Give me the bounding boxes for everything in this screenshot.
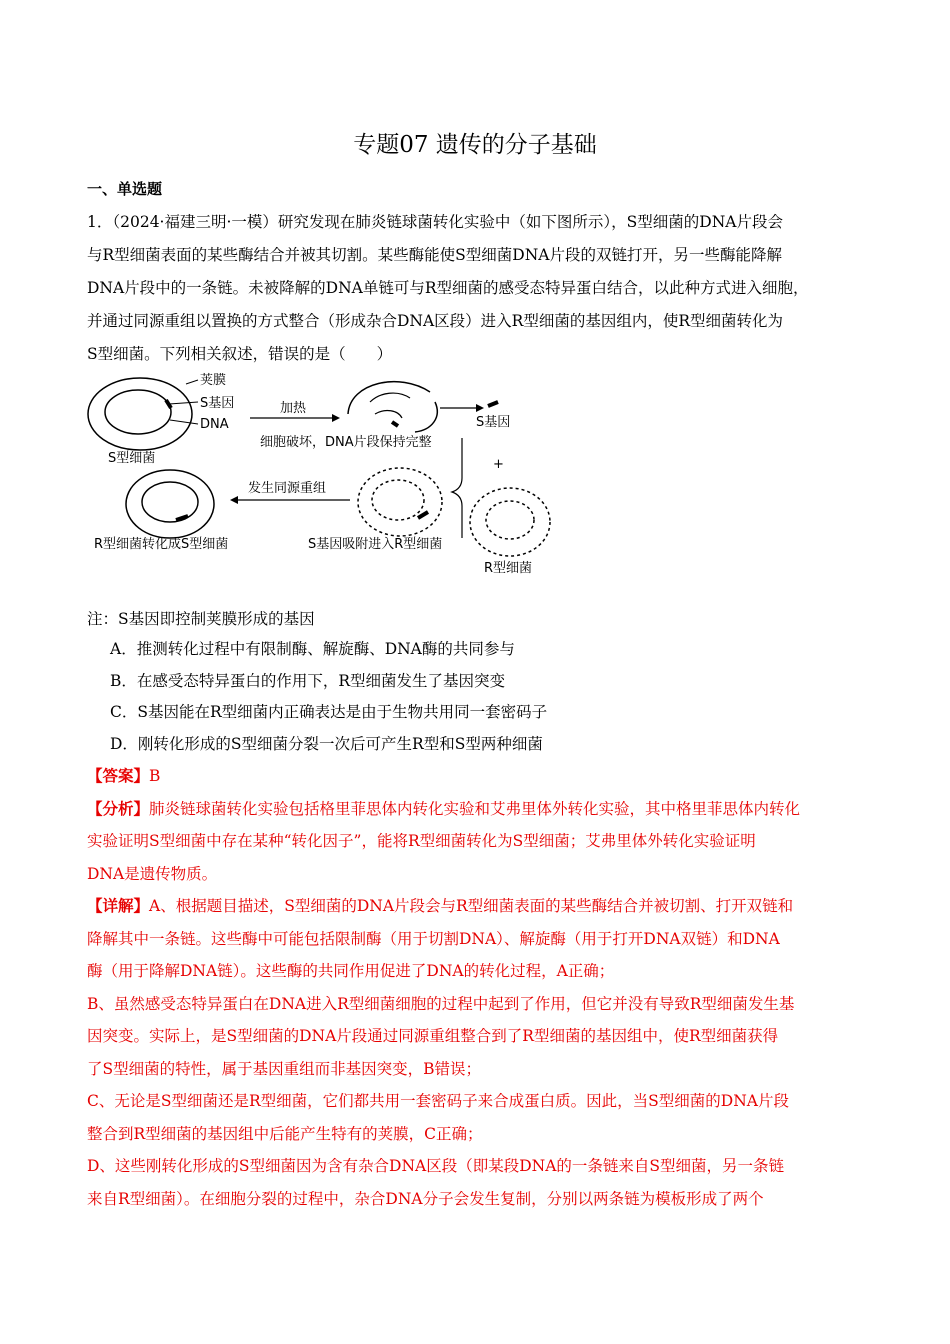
label-s-gene2: S基因 (476, 415, 511, 430)
label-broken: 细胞破坏，DNA片段保持完整 (260, 435, 432, 450)
analysis-line: 实验证明S型细菌中存在某种“转化因子”，能将R型细菌转化为S型细菌；艾弗里体外转化实验证明 (87, 832, 756, 850)
transformed-cell (126, 470, 214, 538)
figure-note: 注：S基因即控制荚膜形成的基因 (87, 610, 315, 628)
label-s-gene: S基因 (200, 396, 235, 411)
broken-cell (348, 382, 437, 432)
question-line: S型细菌。下列相关叙述，错误的是（ ） (87, 345, 393, 363)
question-line: 1．（2024·福建三明·一模）研究发现在肺炎链球菌转化实验中（如下图所示），S型细菌的DNA片段会 (87, 213, 783, 231)
question-line: DNA片段中的一条链。未被降解的DNA单链可与R型细菌的感受态特异蛋白结合，以此种方式进入细胞， (87, 279, 809, 297)
option-d: D．刚转化形成的S型细菌分裂一次后可产生R型和S型两种细菌 (110, 734, 543, 753)
analysis-line: DNA是遗传物质。 (87, 864, 218, 883)
question-text (87, 206, 872, 371)
detail-line: 因突变。实际上，是S型细菌的DNA片段通过同源重组整合到了R型细菌的基因组中，使R型细菌获得 (87, 1027, 779, 1045)
options-list (110, 634, 547, 760)
question-line: 与R型细菌表面的某些酶结合并被其切割。某些酶能使S型细菌DNA片段的双链打开，另一些酶能降解 (87, 246, 782, 264)
adsorbed-cell (358, 468, 442, 536)
detail-line: D、这些刚转化形成的S型细菌因为含有杂合DNA区段（即某段DNA的一条链来自S型细菌，另一条链 (87, 1157, 785, 1175)
r-cell (470, 488, 550, 556)
label-recomb: 发生同源重组 (248, 481, 327, 496)
label-heat: 加热 (280, 401, 307, 416)
label-dna: DNA (200, 417, 229, 432)
label-s-cell: S型细菌 (108, 451, 156, 466)
page-title: 专题07 遗传的分子基础 (353, 132, 597, 158)
answer-block (87, 760, 872, 1215)
section-heading: 一、单选题 (87, 180, 163, 198)
option-b: B．在感受态特异蛋白的作用下，R型细菌发生了基因突变 (110, 671, 506, 690)
analysis-tag: 【分析】 (87, 798, 150, 818)
answer-tag: 【答案】 (87, 766, 150, 785)
label-capsule: 荚膜 (200, 373, 227, 388)
detail-line: C、无论是S型细菌还是R型细菌，它们都共用一套密码子来合成蛋白质。因此，当S型细菌的DNA片段 (87, 1092, 789, 1110)
detail-line: 酶（用于降解DNA链）。这些酶的共同作用促进了DNA的转化过程，A正确； (87, 962, 615, 980)
answer-value: B (149, 767, 161, 785)
label-transformed: R型细菌转化成S型细菌 (94, 537, 229, 552)
label-plus: + (493, 457, 504, 472)
answer-line (87, 760, 872, 793)
detail-line: 了S型细菌的特性，属于基因重组而非基因突变，B错误； (87, 1059, 482, 1078)
s-cell (88, 378, 198, 450)
question-line: 并通过同源重组以置换的方式整合（形成杂合DNA区段）进入R型细菌的基因组内，使R型细菌转化为 (87, 312, 784, 330)
detail-tag: 【详解】 (87, 896, 150, 915)
detail-line: 来自R型细菌）。在细胞分裂的过程中，杂合DNA分子会发生复制，分别以两条链为模板形成了两个 (87, 1189, 764, 1208)
option-a: A．推测转化过程中有限制酶、解旋酶、DNA酶的共同参与 (110, 640, 515, 658)
analysis-text: 肺炎链球菌转化实验包括格里菲思体内转化实验和艾弗里体外转化实验，其中格里菲思体内转化 (149, 799, 801, 818)
detail-line (87, 890, 872, 923)
detail-text: A、根据题目描述，S型细菌的DNA片段会与R型细菌表面的某些酶结合并被切割、打开双链和 (149, 897, 794, 915)
label-adsorb: S基因吸附进入R型细菌 (308, 537, 443, 552)
detail-line: 降解其中一条链。这些酶中可能包括限制酶（用于切割DNA）、解旋酶（用于打开DNA双链）和DNA (87, 929, 780, 948)
transformation-diagram (80, 362, 560, 582)
label-r-cell: R型细菌 (484, 561, 533, 576)
detail-line: B、虽然感受态特异蛋白在DNA进入R型细菌细胞的过程中起到了作用，但它并没有导致R型细菌发生基 (87, 994, 795, 1013)
analysis-line (87, 793, 872, 826)
option-c: C．S基因能在R型细菌内正确表达是由于生物共用同一套密码子 (110, 703, 548, 721)
detail-line: 整合到R型细菌的基因组中后能产生特有的荚膜，C正确； (87, 1124, 483, 1143)
